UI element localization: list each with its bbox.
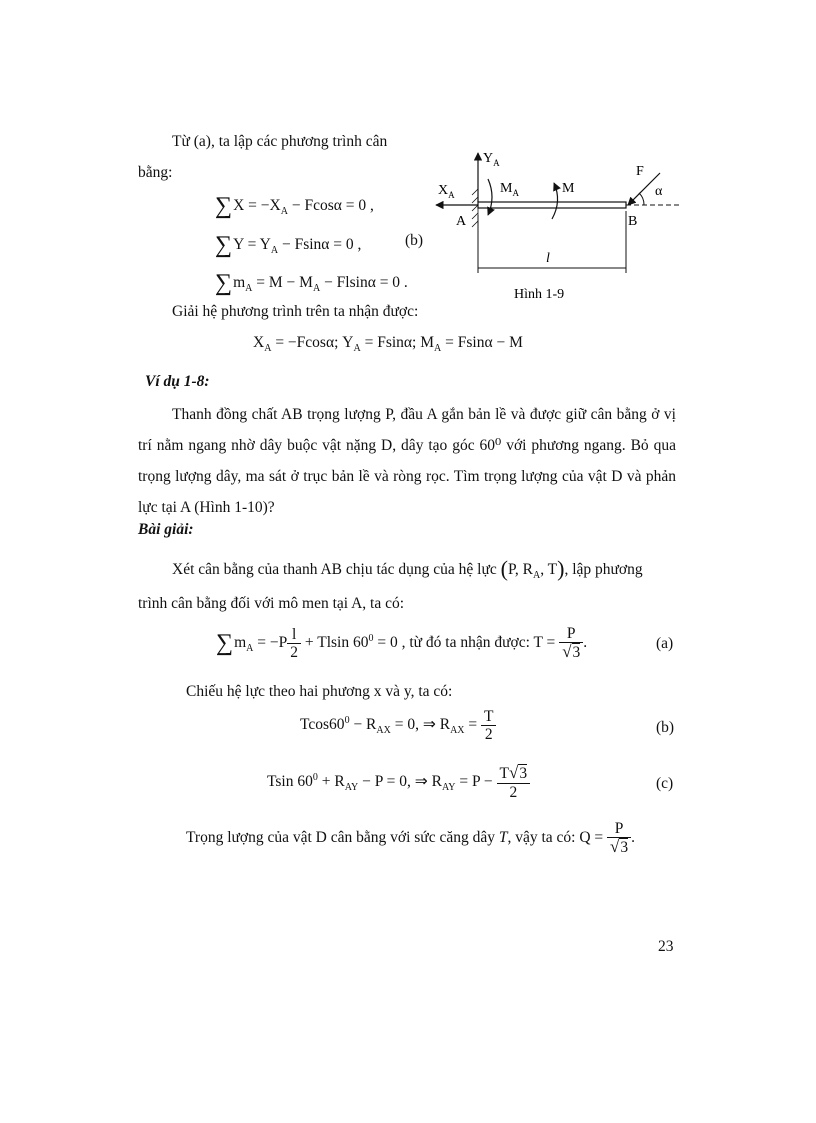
solution-heading: Bài giải: [138, 521, 194, 538]
equation-label-a: (a) [656, 635, 674, 652]
intro-line-2: bằng: [138, 164, 173, 181]
page-number: 23 [658, 938, 674, 955]
force-system: P, $R_A$, T [507, 561, 558, 581]
label-b: B [628, 214, 638, 229]
intro-line-1: Từ (a), ta lập các phương trình cân [172, 133, 388, 150]
solve-text: Giải hệ phương trình trên ta nhận được: [172, 303, 419, 320]
label-m: M [562, 181, 575, 196]
wall-hatch [472, 185, 478, 229]
example-heading: Ví dụ 1-8: [145, 373, 210, 390]
solution-result: $X_A = -Fcos\alpha$; $Y_A = Fsin\alpha$; $M_A = Fsin\alpha - M$ [253, 334, 523, 354]
label-f: F [636, 164, 644, 179]
projection-text: Chiếu hệ lực theo hai phương x và y, ta có: [186, 683, 453, 700]
equation-label-b2: (b) [656, 719, 675, 736]
label-a: A [456, 214, 467, 229]
beam-ab [478, 202, 626, 208]
equation-label-b: (b) [405, 232, 424, 249]
equation-c: Tsin $60^0 + R_{AY} - P = 0$, ⇒ $R_{AY} = P$ − $\frac{T√3}{2}$ [267, 764, 530, 801]
final-statement: Trọng lượng của vật D cân bằng với sức căng dây T, vậy ta có: Q = $\frac{P}{√3}$ . [186, 820, 636, 857]
solution-text-1: Xét cân bằng của thanh AB chịu tác dụng của hệ lực (P, $R_A$, T), lập phương [172, 556, 643, 581]
ma-moment-arrow [488, 179, 492, 215]
equation-sum-m: $\sum m_A = M - M_A - Flsin\alpha = 0$ . [215, 270, 408, 296]
label-l: l [546, 251, 550, 266]
label-ma: $M_A$ [500, 181, 519, 198]
label-xa: $X_A$ [438, 183, 455, 200]
solution-text-3: trình cân bằng đối với mô men tại A, ta có: [138, 595, 405, 612]
m-moment-arrow [552, 183, 558, 219]
equation-sum-y: $\sum Y = Y_A - Fsin\alpha = 0$ , [215, 232, 362, 258]
figure-1-9-diagram [430, 145, 690, 305]
equation-label-c: (c) [656, 775, 674, 792]
figure-caption: Hình 1-9 [514, 287, 565, 302]
label-ya: $Y_A$ [483, 151, 500, 168]
equation-sum-x: $\sum X = -X_A - Fcos\alpha = 0$ , [215, 193, 374, 219]
equation-b2: $Tcos60^0 - R_{AX} = 0$, ⇒ $R_{AX}$ = $\frac{T}{2}$ [300, 708, 496, 743]
equation-a: $\sum m_A = -P$ $\frac{l}{2}$ + Tlsin $60^0 = 0$ , từ đó ta nhận được: T = $\frac{P}{√3}$ . [216, 625, 588, 662]
label-alpha: α [655, 184, 663, 199]
alpha-arc [639, 193, 644, 205]
example-problem: Thanh đồng chất AB trọng lượng P, đầu A gắn bản lề và được giữ cân bằng ở vị trí nằm ngang nhờ dây buộc vật nặng D, dây tạo góc 60⁰ với phương ngang. Bỏ qua trọng lượng dây, ma sát ở trục bản lề và ròng rọc. Tìm trọng lượng của vật D và phản lực tại A (Hình 1-10)? [138, 406, 676, 516]
